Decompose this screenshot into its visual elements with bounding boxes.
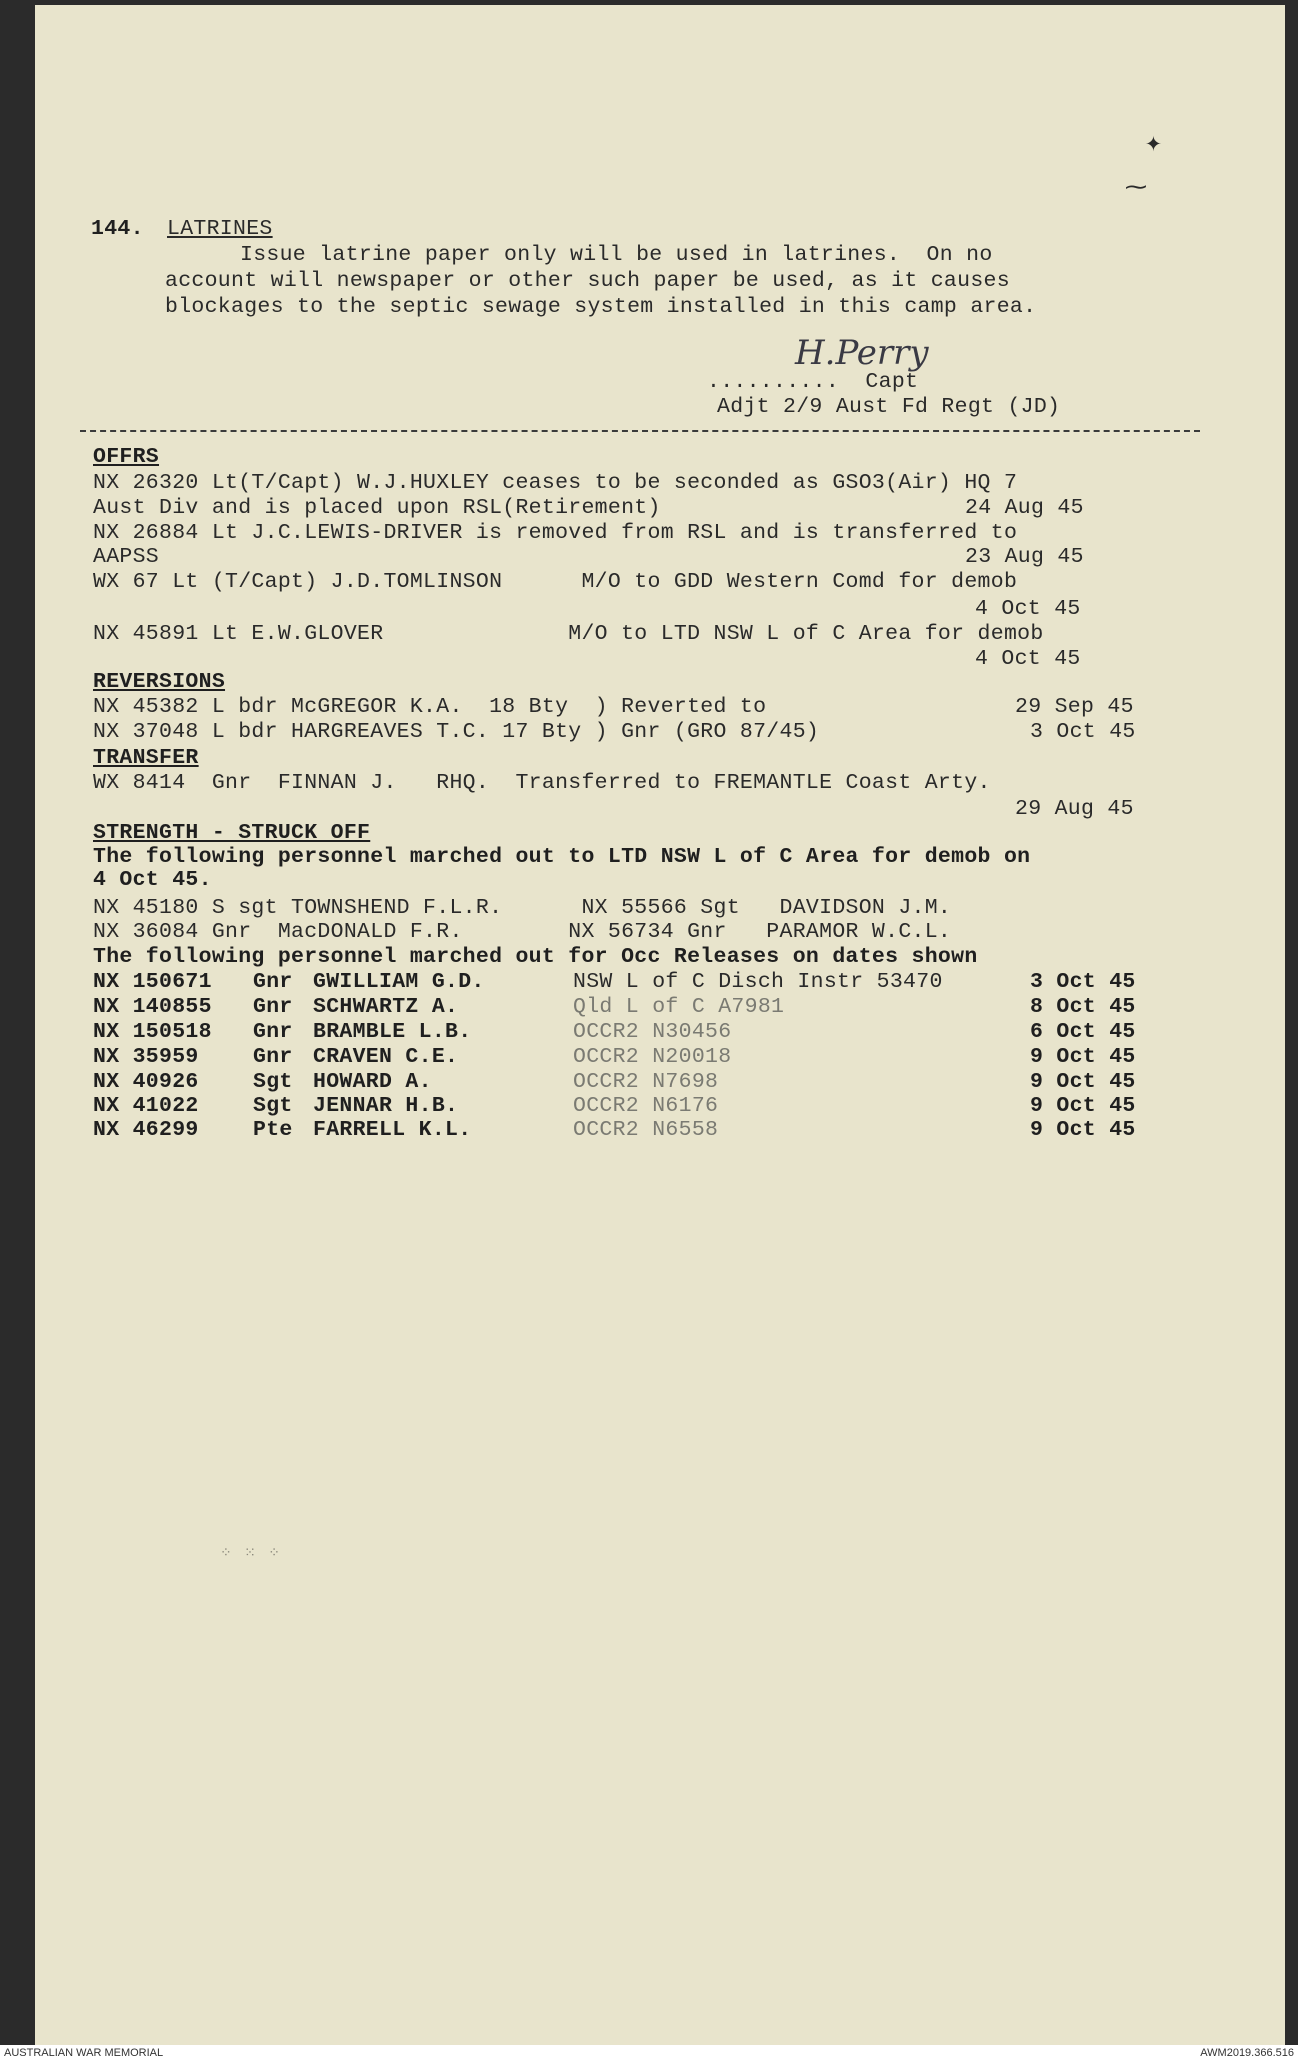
service-number: NX 41022	[93, 1094, 199, 1118]
destination: OCCR2 N20018	[573, 1045, 732, 1069]
date: 8 Oct 45	[1030, 995, 1136, 1019]
destination: OCCR2 N6176	[573, 1094, 719, 1118]
rank: Gnr	[253, 1045, 293, 1069]
date: 29 Aug 45	[1015, 797, 1134, 821]
text-line: NX 37048 L bdr HARGREAVES T.C. 17 Bty ) Gnr (GRO 87/45)	[93, 720, 820, 744]
ink-speckle-icon: ⁘ ⁙ ⁘	[220, 1546, 282, 1562]
destination: OCCR2 N30456	[573, 1020, 732, 1044]
archive-footer	[0, 2045, 1298, 2061]
name: SCHWARTZ A.	[313, 995, 459, 1019]
date: 23 Aug 45	[965, 545, 1084, 569]
text-line: WX 67 Lt (T/Capt) J.D.TOMLINSON M/O to GDD Western Comd for demob	[93, 570, 1018, 594]
date: 4 Oct 45	[975, 597, 1081, 621]
section-heading: TRANSFER	[93, 746, 199, 770]
service-number: NX 40926	[93, 1070, 199, 1094]
date: 9 Oct 45	[1030, 1045, 1136, 1069]
text-line: Aust Div and is placed upon RSL(Retirement)	[93, 496, 661, 520]
signature-line: .......... Capt	[707, 370, 919, 394]
date: 3 Oct 45	[1030, 720, 1136, 744]
handwritten-signature: H.Perry	[795, 333, 929, 373]
section-number: 144.	[91, 217, 144, 241]
text-line: AAPSS	[93, 545, 160, 569]
text-line: Issue latrine paper only will be used in latrines. On no	[240, 243, 993, 267]
rank: Gnr	[253, 970, 293, 994]
service-number: NX 150671	[93, 970, 212, 994]
text-line: account will newspaper or other such paper be used, as it causes	[165, 269, 1010, 293]
destination: NSW L of C Disch Instr 53470	[573, 970, 943, 994]
footer-left-label: AUSTRALIAN WAR MEMORIAL	[4, 2047, 164, 2059]
ink-mark-icon: ⁓	[1125, 176, 1147, 201]
destination: OCCR2 N6558	[573, 1118, 719, 1142]
rank: Pte	[253, 1118, 293, 1142]
date: 3 Oct 45	[1030, 970, 1136, 994]
text-line: NX 45891 Lt E.W.GLOVER M/O to LTD NSW L of C Area for demob	[93, 622, 1044, 646]
service-number: NX 46299	[93, 1118, 199, 1142]
dashed-divider	[80, 430, 1200, 432]
rank: Sgt	[253, 1070, 293, 1094]
section-heading: OFFRS	[93, 445, 160, 469]
rank: Gnr	[253, 995, 293, 1019]
name: HOWARD A.	[313, 1070, 432, 1094]
date: 9 Oct 45	[1030, 1094, 1136, 1118]
rank: Sgt	[253, 1094, 293, 1118]
text-line: NX 45180 S sgt TOWNSHEND F.L.R. NX 55566 Sgt DAVIDSON J.M.	[93, 896, 952, 920]
service-number: NX 140855	[93, 995, 212, 1019]
service-number: NX 150518	[93, 1020, 212, 1044]
text-line: NX 45382 L bdr McGREGOR K.A. 18 Bty ) Reverted to	[93, 695, 767, 719]
name: CRAVEN C.E.	[313, 1045, 459, 1069]
text-line: blockages to the septic sewage system installed in this camp area.	[165, 295, 1037, 319]
name: GWILLIAM G.D.	[313, 970, 485, 994]
name: FARRELL K.L.	[313, 1118, 472, 1142]
text-line: NX 36084 Gnr MacDONALD F.R. NX 56734 Gnr PARAMOR W.C.L.	[93, 920, 952, 944]
date: 4 Oct 45	[975, 647, 1081, 671]
name: BRAMBLE L.B.	[313, 1020, 472, 1044]
text-line: NX 26320 Lt(T/Capt) W.J.HUXLEY ceases to be seconded as GSO3(Air) HQ 7	[93, 471, 1018, 495]
rank: Gnr	[253, 1020, 293, 1044]
ink-mark-icon: ✦	[1145, 129, 1162, 160]
signature-title: Adjt 2/9 Aust Fd Regt (JD)	[717, 395, 1061, 419]
date: 29 Sep 45	[1015, 695, 1134, 719]
text-line: The following personnel marched out to LTD NSW L of C Area for demob on	[93, 845, 1031, 869]
text-line: NX 26884 Lt J.C.LEWIS-DRIVER is removed from RSL and is transferred to	[93, 521, 1018, 545]
destination: Qld L of C A7981	[573, 995, 785, 1019]
text-line: WX 8414 Gnr FINNAN J. RHQ. Transferred to FREMANTLE Coast Arty.	[93, 771, 991, 795]
destination: OCCR2 N7698	[573, 1070, 719, 1094]
text-line: 4 Oct 45.	[93, 868, 212, 892]
text-line: The following personnel marched out for Occ Releases on dates shown	[93, 945, 978, 969]
date: 24 Aug 45	[965, 496, 1084, 520]
section-heading: STRENGTH - STRUCK OFF	[93, 821, 371, 845]
name: JENNAR H.B.	[313, 1094, 459, 1118]
date: 9 Oct 45	[1030, 1070, 1136, 1094]
footer-right-label: AWM2019.366.516	[1200, 2047, 1294, 2059]
document-page	[35, 5, 1285, 2045]
date: 6 Oct 45	[1030, 1020, 1136, 1044]
service-number: NX 35959	[93, 1045, 199, 1069]
section-heading: REVERSIONS	[93, 670, 226, 694]
date: 9 Oct 45	[1030, 1118, 1136, 1142]
section-heading: LATRINES	[167, 217, 273, 241]
